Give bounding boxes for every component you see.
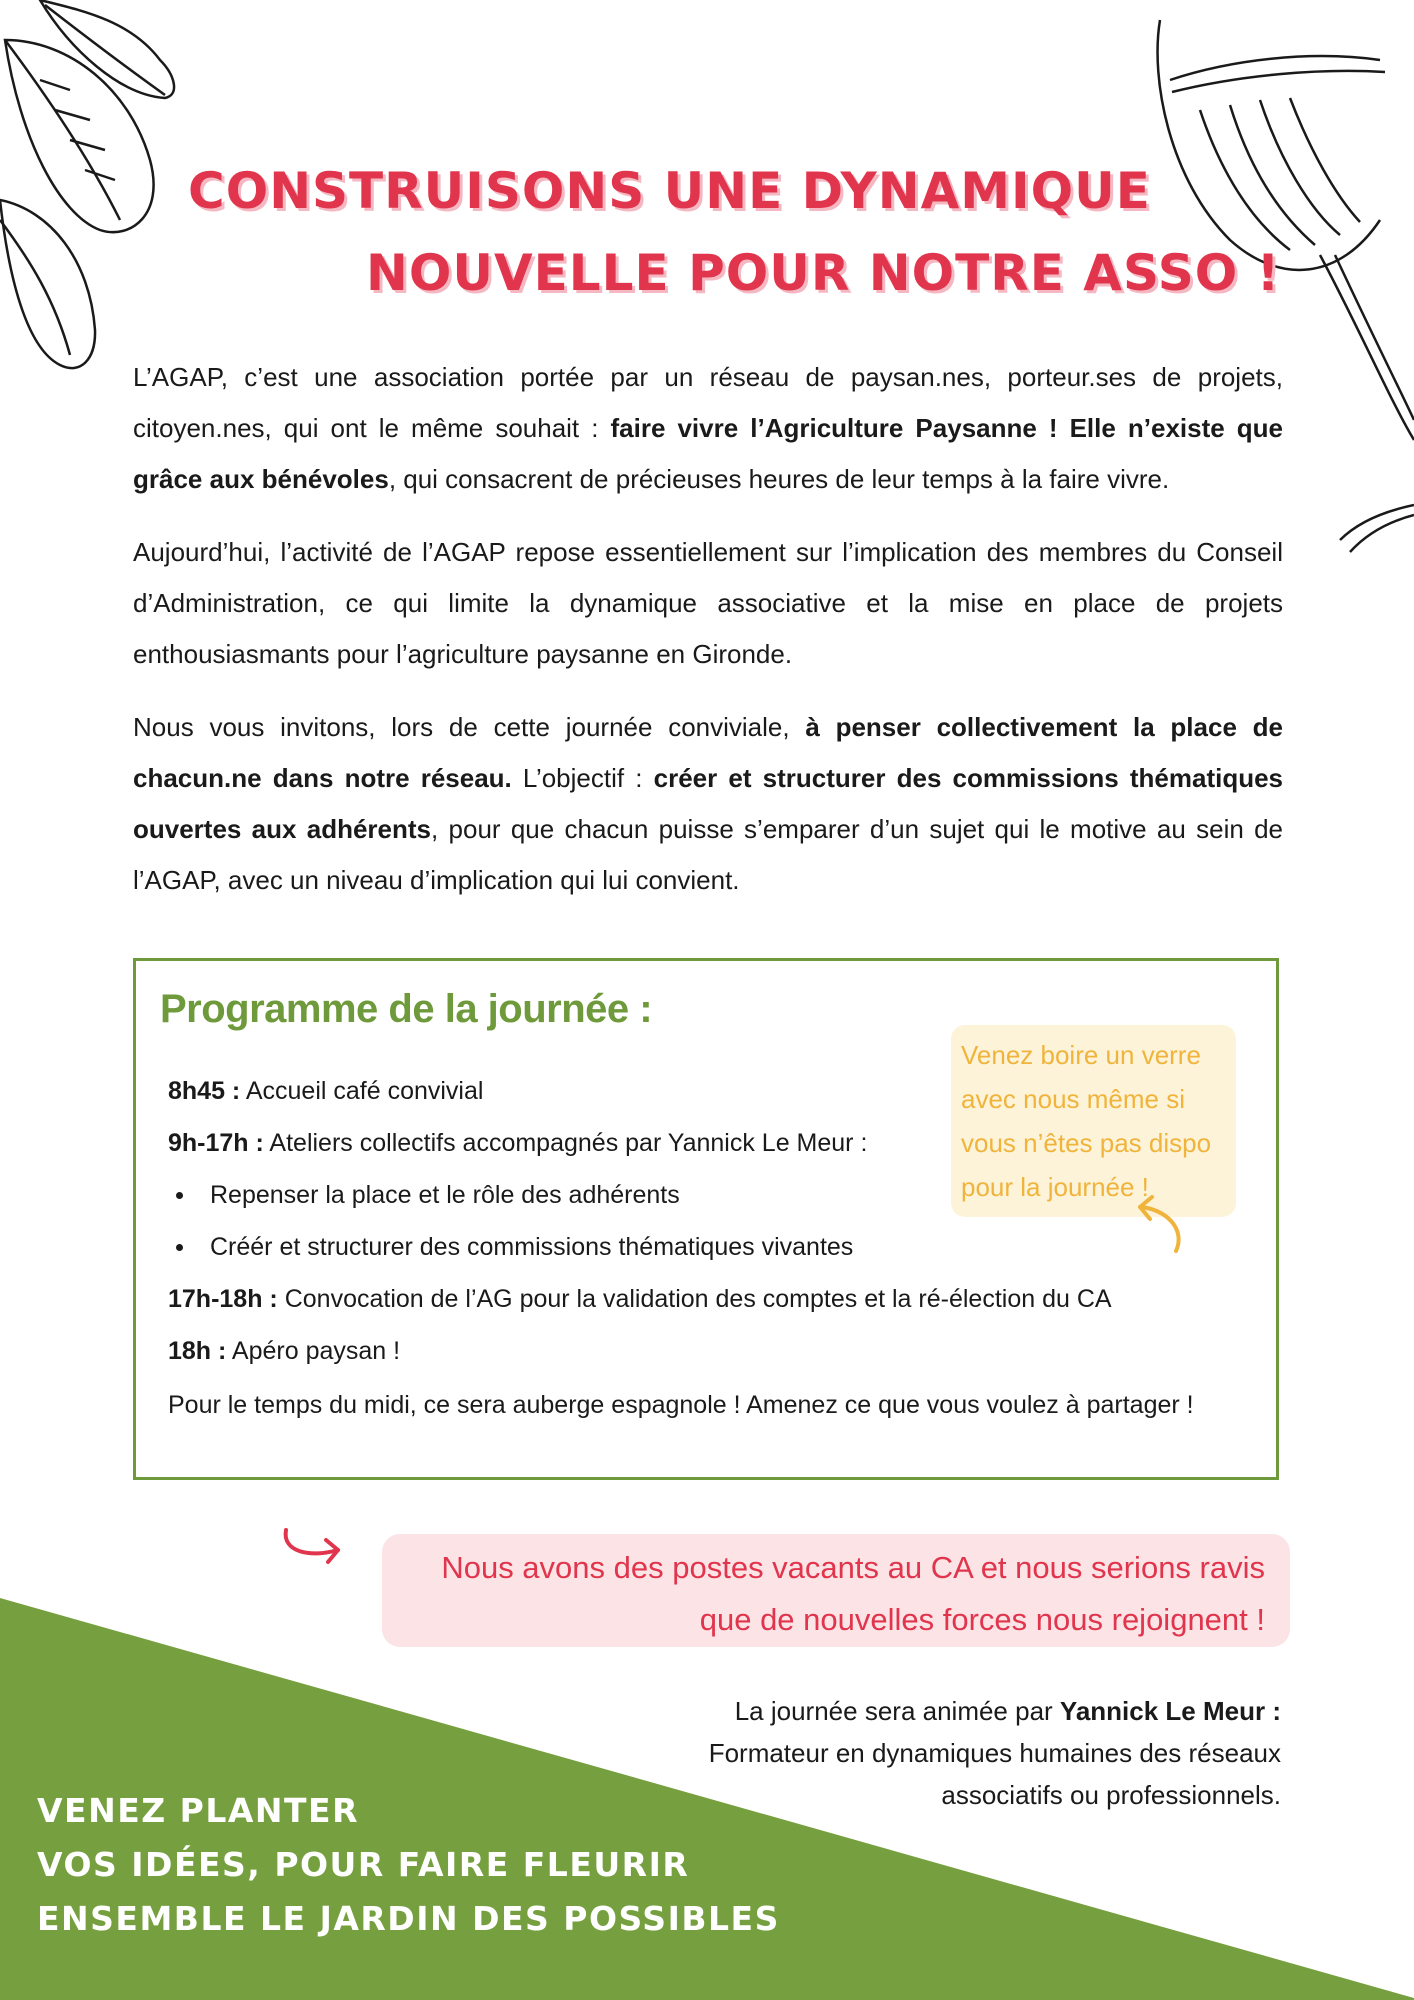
vacancy-text: Nous avons des postes vacants au CA et nous serions ravis que de nouvelles forces nous rejoignent ! — [441, 1550, 1265, 1637]
intro-paragraph-1 — [133, 352, 1283, 505]
programme-item — [168, 1325, 1112, 1377]
animator-name: Yannick Le Meur : — [1059, 1696, 1281, 1726]
intro-paragraph-3 — [133, 702, 1283, 906]
red-arrow-icon — [280, 1522, 350, 1572]
intro-p3-mid: L’objectif : — [511, 763, 654, 793]
animator-line-2: Formateur en dynamiques humaines des réseaux — [708, 1738, 1281, 1768]
animator-intro: La journée sera animée par — [734, 1696, 1060, 1726]
intro-p1-start: L’AGAP, c’est une association portée par un réseau de paysan.nes, porteur.ses de projets, citoyen.nes, qui ont le même souhait : — [133, 362, 1283, 443]
programme-text: Convocation de l’AG pour la validation des comptes et la ré-élection du CA — [277, 1285, 1112, 1313]
slogan-line-3: ENSEMBLE LE JARDIN DES POSSIBLES — [37, 1899, 780, 1938]
intro-p3-end: , pour que chacun puisse s’emparer d’un sujet qui le motive au sein de l’AGAP, avec un niveau d’implication qui lui convient. — [133, 814, 1284, 895]
animator-line-1 — [709, 1690, 1281, 1732]
programme-time: 18h : — [168, 1337, 227, 1365]
intro-p1-bold: faire vivre l’Agriculture Paysanne ! Elle n’existe que grâce aux bénévoles — [133, 413, 1283, 494]
programme-time: 8h45 : — [168, 1077, 241, 1105]
programme-title: Programme de la journée : — [160, 987, 653, 1031]
animator-info — [709, 1690, 1281, 1816]
intro-p3-bold-2: créer et structurer des commissions thématiques ouvertes aux adhérents — [133, 763, 1284, 844]
slogan-line-1: VENEZ PLANTER — [37, 1791, 359, 1830]
main-title — [0, 150, 1414, 314]
programme-bullet: Créér et structurer des commissions thématiques vivantes — [168, 1221, 1112, 1273]
intro-text — [133, 352, 1283, 928]
slogan-line-2: VOS IDÉES, POUR FAIRE FLEURIR — [37, 1845, 690, 1884]
programme-time: 17h-18h : — [168, 1285, 278, 1313]
programme-text: Ateliers collectifs accompagnés par Yannick Le Meur : — [263, 1129, 868, 1157]
vacancy-banner — [382, 1534, 1290, 1647]
curved-arrow-icon — [1126, 1189, 1196, 1259]
title-line-2: NOUVELLE POUR NOTRE ASSO ! — [366, 244, 1281, 302]
intro-p1-end: , qui consacrent de précieuses heures de leur temps à la faire vivre. — [388, 464, 1170, 494]
programme-text: Apéro paysan ! — [226, 1337, 401, 1365]
intro-paragraph-2: Aujourd’hui, l’activité de l’AGAP repose essentiellement sur l’implication des membres du Conseil d’Administration, ce qui limite la dynamique associative et la mise en place de projets enthousiasmants pour l’agriculture paysanne en Gironde. — [133, 537, 1283, 669]
intro-p3-bold-1: à penser collectivement la place de chacun.ne dans notre réseau. — [133, 712, 1284, 793]
programme-box — [133, 958, 1279, 1480]
programme-item — [168, 1273, 1112, 1325]
intro-p3-start: Nous vous invitons, lors de cette journée conviviale, — [133, 712, 806, 742]
slogan — [37, 1784, 780, 1946]
programme-time: 9h-17h : — [168, 1129, 264, 1157]
drink-invite-bubble: Venez boire un verre avec nous même si vous n’êtes pas dispo pour la journée ! — [951, 1025, 1236, 1217]
programme-note: Pour le temps du midi, ce sera auberge espagnole ! Amenez ce que vous voulez à partager ! — [168, 1391, 1194, 1419]
title-line-1: CONSTRUISONS UNE DYNAMIQUE — [188, 162, 1151, 220]
animator-line-3: associatifs ou professionnels. — [941, 1780, 1281, 1810]
programme-text: Accueil café convivial — [240, 1077, 484, 1105]
programme-bullet: Repenser la place et le rôle des adhérents — [168, 1169, 1112, 1221]
